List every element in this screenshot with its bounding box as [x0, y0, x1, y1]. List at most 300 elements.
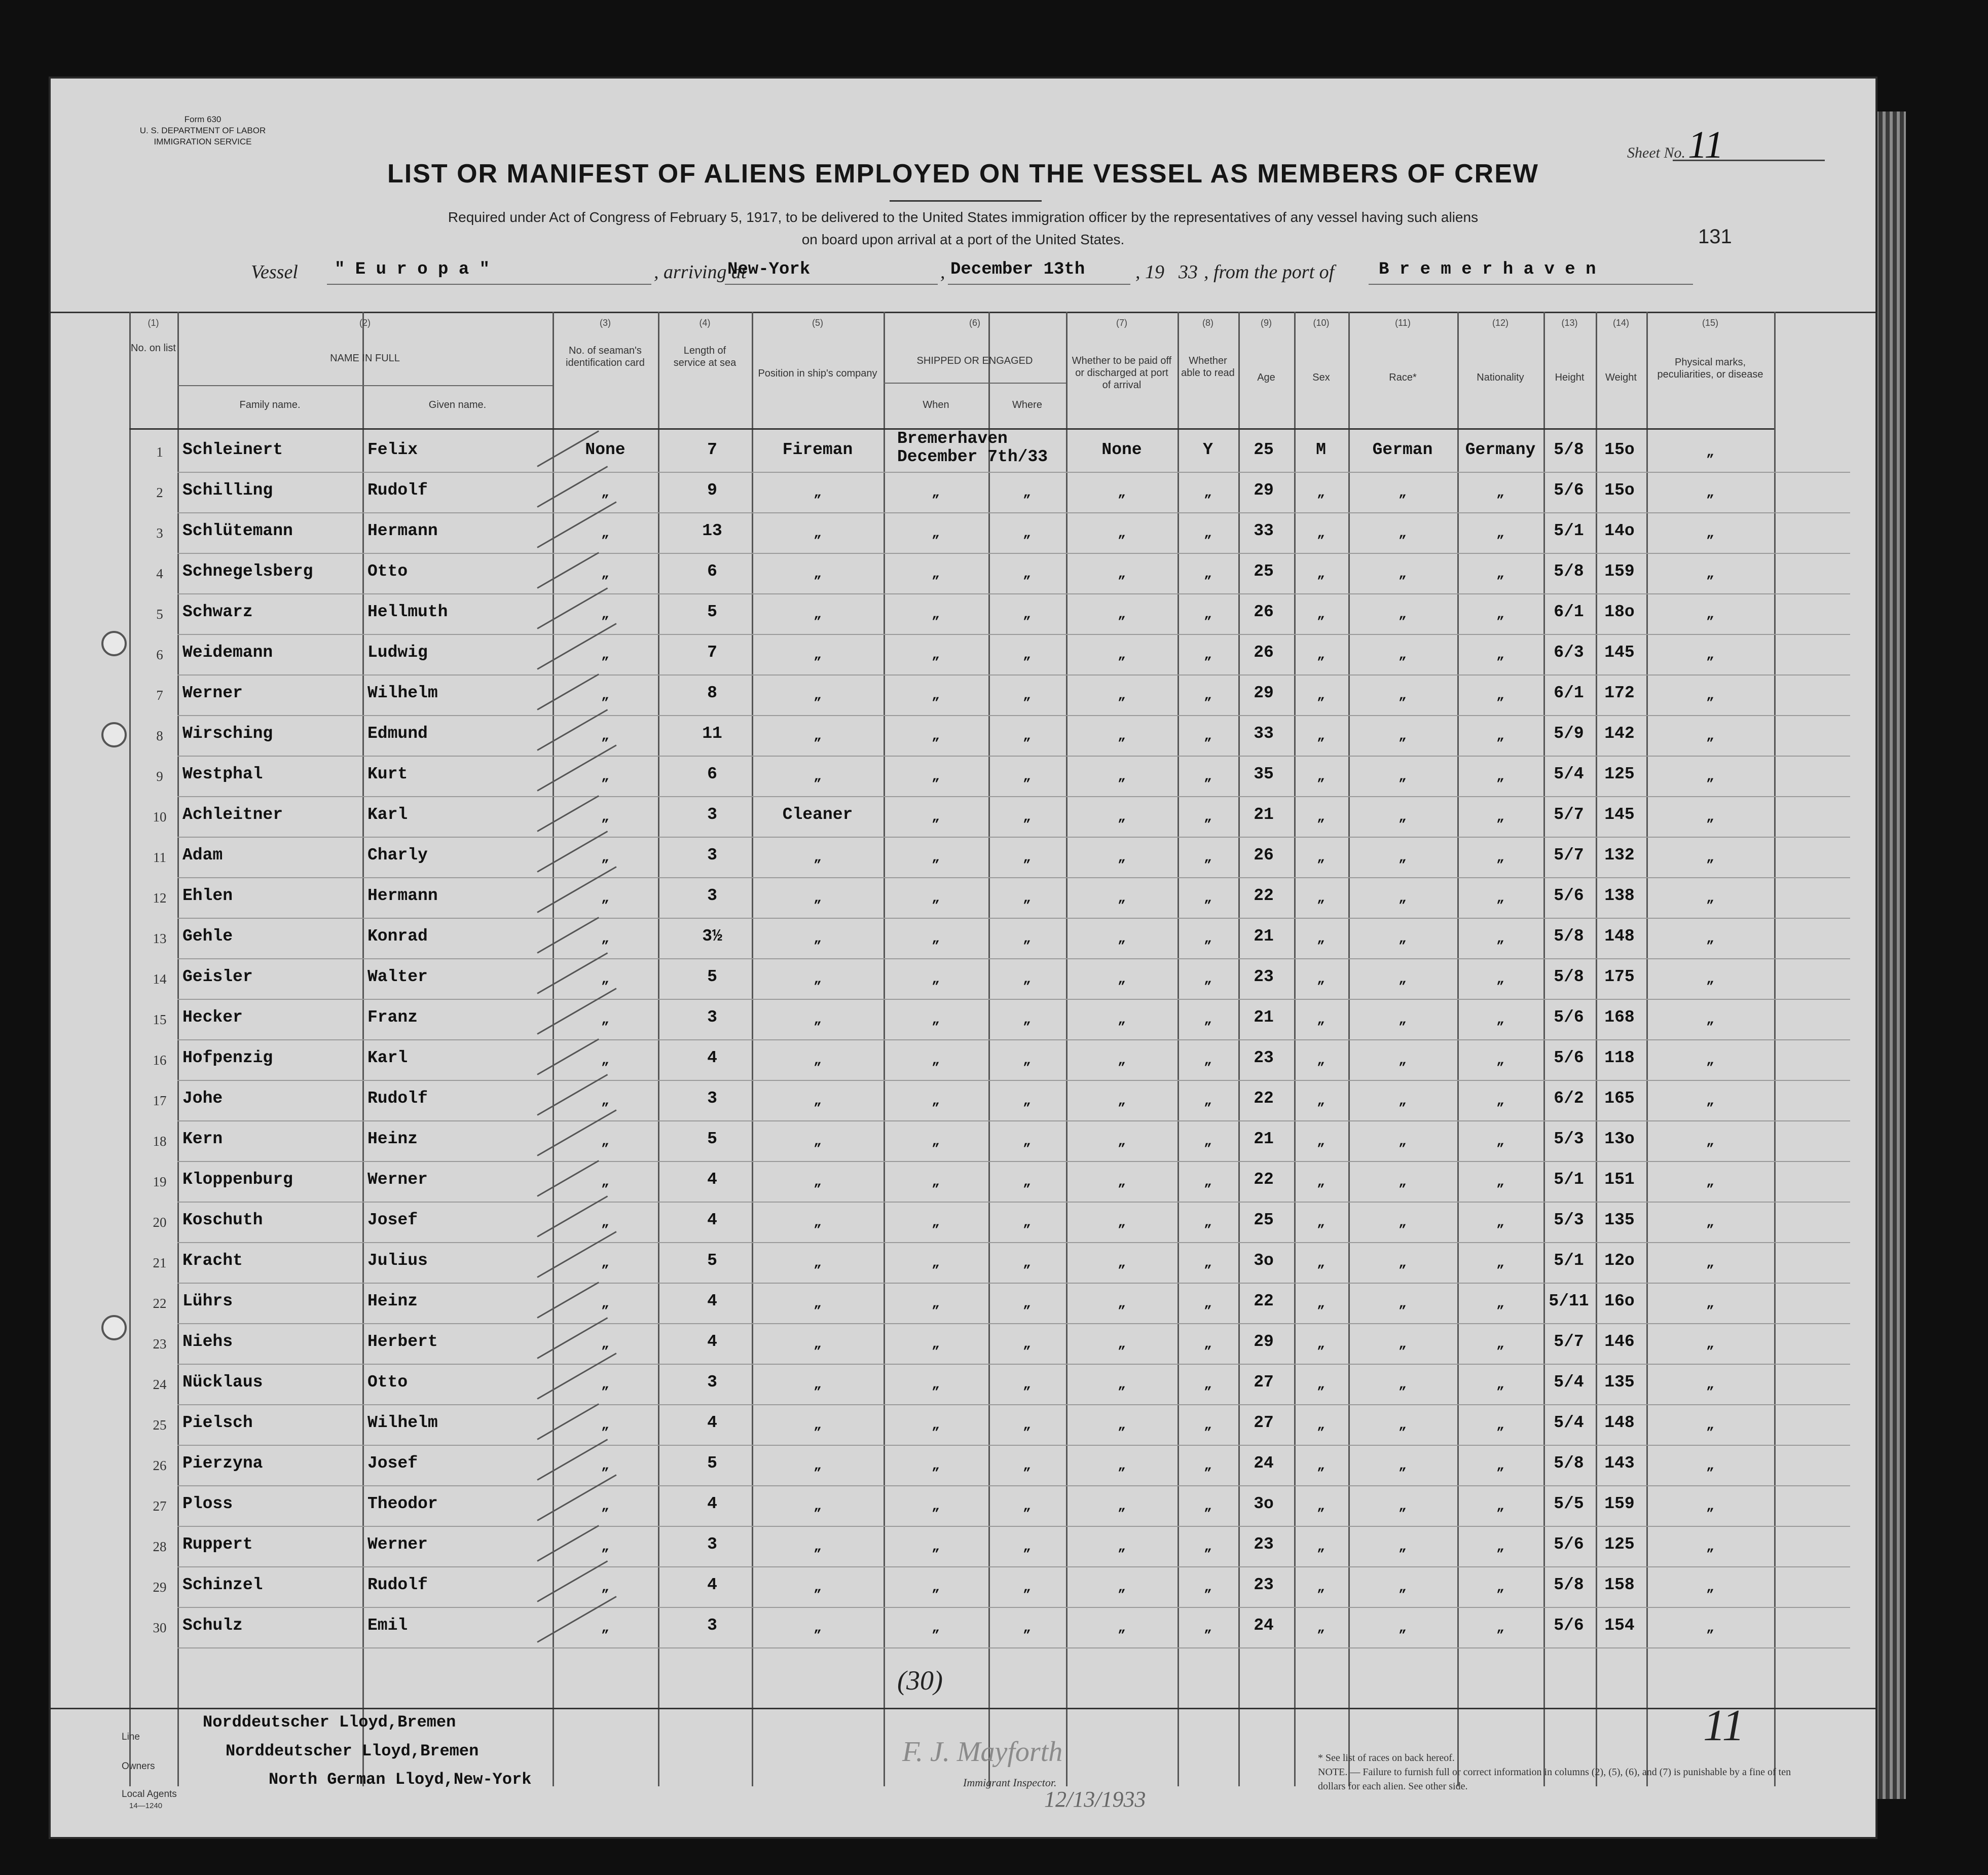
- service-years: 3: [707, 1008, 717, 1027]
- given-name: Josef: [367, 1454, 418, 1473]
- sex: „: [1317, 1174, 1325, 1189]
- nationality: „: [1496, 890, 1504, 906]
- age: 23: [1254, 967, 1274, 986]
- weight: 125: [1604, 1535, 1635, 1554]
- col-service-header: Length of service at sea: [673, 345, 737, 368]
- table-row: [51, 717, 1875, 757]
- nationality: „: [1496, 1336, 1504, 1352]
- able-to-read: „: [1204, 1215, 1212, 1230]
- sex: „: [1317, 1620, 1325, 1635]
- race: „: [1398, 1498, 1407, 1514]
- paid-off: „: [1118, 1093, 1126, 1108]
- row-number: 20: [153, 1215, 167, 1230]
- row-number: 19: [153, 1174, 167, 1189]
- family-name: Johe: [182, 1089, 223, 1108]
- family-name: Kracht: [182, 1251, 243, 1270]
- shipped-when: „: [932, 728, 940, 743]
- shipped-when: „: [932, 1093, 940, 1108]
- service-years: 4: [707, 1494, 717, 1513]
- given-name: Heinz: [367, 1292, 418, 1310]
- family-name: Schilling: [182, 481, 273, 500]
- ship-position: „: [814, 1580, 822, 1595]
- shipped-when: „: [932, 1215, 940, 1230]
- height: 5/8: [1554, 927, 1584, 946]
- inspector-signature: F. J. Mayforth: [902, 1736, 1063, 1768]
- sex: „: [1317, 1539, 1325, 1554]
- family-name: Weidemann: [182, 643, 273, 662]
- ship-position: „: [814, 1458, 822, 1473]
- height: 5/4: [1554, 1413, 1584, 1432]
- race: „: [1398, 769, 1407, 784]
- given-name: Hermann: [367, 521, 438, 540]
- family-name: Niehs: [182, 1332, 233, 1351]
- given-name: Emil: [367, 1616, 408, 1635]
- nationality: „: [1496, 526, 1504, 541]
- shipped-when: „: [932, 526, 940, 541]
- col-race-header: Race*: [1389, 372, 1417, 383]
- footnotes: [1318, 1751, 1805, 1793]
- col-height-header: Height: [1555, 372, 1585, 383]
- seaman-card: „: [601, 1620, 609, 1635]
- inspector-date: 12/13/1933: [1044, 1787, 1146, 1812]
- row-number: 25: [153, 1417, 167, 1433]
- nationality: „: [1496, 1215, 1504, 1230]
- col-card-header: No. of seaman's identification card: [566, 345, 645, 368]
- seaman-card: „: [601, 1053, 609, 1068]
- seaman-card: „: [601, 1134, 609, 1149]
- sex: „: [1317, 485, 1325, 500]
- shipped-where: „: [1023, 890, 1031, 906]
- nationality: „: [1496, 931, 1504, 946]
- race: „: [1398, 728, 1407, 743]
- table-row: [51, 555, 1875, 594]
- physical-marks: „: [1706, 607, 1714, 622]
- height: 5/11: [1549, 1292, 1589, 1310]
- weight: 132: [1604, 846, 1635, 865]
- ship-position: „: [814, 485, 822, 500]
- pencil-check-mark: [537, 917, 599, 954]
- shipped-where: „: [1023, 728, 1031, 743]
- physical-marks: „: [1706, 526, 1714, 541]
- service-years: 4: [707, 1211, 717, 1229]
- seaman-card: „: [601, 1336, 609, 1352]
- given-name: Otto: [367, 562, 408, 581]
- height: 6/3: [1554, 643, 1584, 662]
- sex: „: [1317, 1255, 1325, 1270]
- row-number: 24: [153, 1377, 167, 1392]
- service-years: 9: [707, 481, 717, 500]
- shipped-when: „: [932, 850, 940, 865]
- given-name: Felix: [367, 440, 418, 459]
- seaman-card: „: [601, 769, 609, 784]
- weight: 135: [1604, 1211, 1635, 1229]
- service: IMMIGRATION SERVICE: [154, 137, 252, 146]
- height: 5/1: [1554, 1251, 1584, 1270]
- age: 33: [1254, 724, 1274, 743]
- nationality: „: [1496, 1174, 1504, 1189]
- age: 26: [1254, 643, 1274, 662]
- ship-position: „: [814, 1134, 822, 1149]
- height: 5/7: [1554, 805, 1584, 824]
- table-row: [51, 636, 1875, 676]
- ship-position: „: [814, 1255, 822, 1270]
- race: „: [1398, 1417, 1407, 1433]
- height: 5/6: [1554, 1048, 1584, 1067]
- pencil-check-mark: [537, 1160, 599, 1197]
- able-to-read: „: [1204, 1580, 1212, 1595]
- physical-marks: „: [1706, 444, 1714, 460]
- ship-position: „: [814, 1012, 822, 1027]
- ship-position: „: [814, 1215, 822, 1230]
- family-name: Schnegelsberg: [182, 562, 313, 581]
- family-name: Schulz: [182, 1616, 243, 1635]
- family-name: Schinzel: [182, 1576, 263, 1594]
- physical-marks: „: [1706, 1012, 1714, 1027]
- able-to-read: „: [1204, 1377, 1212, 1392]
- weight: 168: [1604, 1008, 1635, 1027]
- family-name: Schwarz: [182, 603, 253, 621]
- physical-marks: „: [1706, 647, 1714, 662]
- sex: „: [1317, 1498, 1325, 1514]
- height: 5/3: [1554, 1130, 1584, 1148]
- paid-off: „: [1118, 1174, 1126, 1189]
- pencil-check-mark: [537, 1038, 599, 1075]
- row-number: 10: [153, 809, 167, 824]
- seaman-card: „: [601, 1539, 609, 1554]
- shipped-when: „: [932, 607, 940, 622]
- shipped-where: „: [1023, 1580, 1031, 1595]
- weight: 15o: [1604, 440, 1635, 459]
- service-years: 4: [707, 1048, 717, 1067]
- race: „: [1398, 688, 1407, 703]
- weight: 138: [1604, 886, 1635, 905]
- service-years: 4: [707, 1332, 717, 1351]
- race: „: [1398, 566, 1407, 581]
- age: 22: [1254, 1089, 1274, 1108]
- service-years: 4: [707, 1292, 717, 1310]
- family-name: Ruppert: [182, 1535, 253, 1554]
- height: 5/6: [1554, 1535, 1584, 1554]
- service-years: 4: [707, 1413, 717, 1432]
- physical-marks: „: [1706, 1417, 1714, 1433]
- race: „: [1398, 1336, 1407, 1352]
- weight: 151: [1604, 1170, 1635, 1189]
- shipped-where: „: [1023, 1336, 1031, 1352]
- sex: „: [1317, 526, 1325, 541]
- sex: „: [1317, 1580, 1325, 1595]
- paid-off: „: [1118, 526, 1126, 541]
- physical-marks: „: [1706, 1377, 1714, 1392]
- table-row: [51, 1041, 1875, 1081]
- weight: 148: [1604, 927, 1635, 946]
- able-to-read: „: [1204, 1134, 1212, 1149]
- shipped-where: „: [1023, 1498, 1031, 1514]
- paid-off: „: [1118, 1336, 1126, 1352]
- family-name: Ehlen: [182, 886, 233, 905]
- shipped-when: „: [932, 1012, 940, 1027]
- shipped-where: „: [1023, 971, 1031, 987]
- given-name: Hellmuth: [367, 603, 448, 621]
- service-years: 7: [707, 643, 717, 662]
- col-family-header: Family name.: [239, 399, 301, 410]
- seaman-card: „: [601, 688, 609, 703]
- table-row: [51, 474, 1875, 513]
- row-number: 21: [153, 1255, 167, 1270]
- row-number: 14: [153, 971, 167, 987]
- age: 26: [1254, 846, 1274, 865]
- age: 21: [1254, 805, 1274, 824]
- ship-position: „: [814, 1336, 822, 1352]
- row-number: 28: [153, 1539, 167, 1554]
- sex: „: [1317, 1417, 1325, 1433]
- shipped-where: „: [1023, 1539, 1031, 1554]
- family-name: Schlütemann: [182, 521, 293, 540]
- table-row: [51, 1528, 1875, 1567]
- row-number: 30: [153, 1620, 167, 1635]
- row-number: 9: [156, 769, 163, 784]
- nationality: „: [1496, 769, 1504, 784]
- able-to-read: „: [1204, 1053, 1212, 1068]
- height: 5/6: [1554, 1008, 1584, 1027]
- physical-marks: „: [1706, 1093, 1714, 1108]
- table-row: [51, 920, 1875, 959]
- paid-off: „: [1118, 1539, 1126, 1554]
- table-row: [51, 514, 1875, 554]
- physical-marks: „: [1706, 850, 1714, 865]
- physical-marks: „: [1706, 485, 1714, 500]
- vessel-name: " E u r o p a ": [335, 260, 490, 279]
- pencil-check-mark: [537, 673, 599, 710]
- physical-marks: „: [1706, 1296, 1714, 1311]
- agents-label: Local Agents: [122, 1789, 177, 1799]
- table-row: [51, 1001, 1875, 1040]
- race: „: [1398, 1296, 1407, 1311]
- physical-marks: „: [1706, 688, 1714, 703]
- ship-position: „: [814, 1174, 822, 1189]
- paid-off: „: [1118, 1296, 1126, 1311]
- form-identifier: [117, 114, 289, 147]
- height: 5/1: [1554, 1170, 1584, 1189]
- physical-marks: „: [1706, 1539, 1714, 1554]
- race: „: [1398, 1012, 1407, 1027]
- age: 25: [1254, 562, 1274, 581]
- weight: 143: [1604, 1454, 1635, 1473]
- given-name: Rudolf: [367, 1576, 428, 1594]
- service-years: 6: [707, 765, 717, 783]
- paid-off: „: [1118, 1215, 1126, 1230]
- height: 5/6: [1554, 886, 1584, 905]
- year-prefix: , 19: [1135, 261, 1164, 283]
- family-name: Gehle: [182, 927, 233, 946]
- seaman-card: „: [601, 566, 609, 581]
- given-name: Werner: [367, 1535, 428, 1554]
- col-given-header: Given name.: [428, 399, 487, 410]
- service-years: 11: [702, 724, 722, 743]
- able-to-read: „: [1204, 1417, 1212, 1433]
- weight: 145: [1604, 805, 1635, 824]
- shipped-where: „: [1023, 1255, 1031, 1270]
- weight: 118: [1604, 1048, 1635, 1067]
- height: 5/8: [1554, 967, 1584, 986]
- family-name: Pielsch: [182, 1413, 253, 1432]
- given-name: Charly: [367, 846, 428, 865]
- race: „: [1398, 607, 1407, 622]
- ship-position: „: [814, 1377, 822, 1392]
- service-years: 3½: [702, 927, 722, 946]
- row-number: 29: [153, 1580, 167, 1595]
- table-row: [51, 1163, 1875, 1203]
- nationality: „: [1496, 1498, 1504, 1514]
- service-years: 3: [707, 1089, 717, 1108]
- row-number: 4: [156, 566, 163, 581]
- age: 23: [1254, 1048, 1274, 1067]
- paid-off: „: [1118, 647, 1126, 662]
- paid-off: „: [1118, 1620, 1126, 1635]
- age: 21: [1254, 1008, 1274, 1027]
- able-to-read: „: [1204, 1336, 1212, 1352]
- owners-label: Owners: [122, 1761, 155, 1772]
- sex: „: [1317, 566, 1325, 581]
- weight: 16o: [1604, 1292, 1635, 1310]
- physical-marks: „: [1706, 1255, 1714, 1270]
- sex: „: [1317, 1377, 1325, 1392]
- ship-position: „: [814, 769, 822, 784]
- col-where-header: Where: [1012, 399, 1042, 410]
- table-row: [51, 1609, 1875, 1648]
- table-row: [51, 879, 1875, 919]
- age: 25: [1254, 1211, 1274, 1229]
- subtitle-line-1: Required under Act of Congress of February 5, 1917, to be delivered to the United States immigration officer by the representatives of any vessel having such aliens: [448, 209, 1479, 225]
- sex: „: [1317, 809, 1325, 824]
- shipped-where: „: [1023, 566, 1031, 581]
- table-row: [51, 1204, 1875, 1243]
- height: 5/4: [1554, 1373, 1584, 1392]
- weight: 159: [1604, 1494, 1635, 1513]
- paid-off: „: [1118, 1134, 1126, 1149]
- seaman-card: None: [585, 440, 625, 459]
- table-row: [51, 1406, 1875, 1446]
- given-name: Josef: [367, 1211, 418, 1229]
- service-years: 5: [707, 1251, 717, 1270]
- weight: 125: [1604, 765, 1635, 783]
- ship-position: „: [814, 890, 822, 906]
- given-name: Heinz: [367, 1130, 418, 1148]
- shipped-where: „: [1023, 1093, 1031, 1108]
- col-name-header: NAME IN FULL: [330, 353, 400, 364]
- able-to-read: „: [1204, 1620, 1212, 1635]
- shipped-where: „: [1023, 1377, 1031, 1392]
- paid-off: „: [1118, 688, 1126, 703]
- sex: „: [1317, 1458, 1325, 1473]
- table-row: [51, 1325, 1875, 1365]
- vessel-label: Vessel: [251, 261, 298, 283]
- shipped-when: „: [932, 1336, 940, 1352]
- shipped-when: „: [932, 1458, 940, 1473]
- table-row: [51, 758, 1875, 797]
- sex: „: [1317, 688, 1325, 703]
- ship-position: „: [814, 1093, 822, 1108]
- paid-off: None: [1101, 440, 1142, 459]
- given-name: Edmund: [367, 724, 428, 743]
- shipped-when: „: [932, 971, 940, 987]
- nationality: „: [1496, 728, 1504, 743]
- shipped-when: „: [932, 809, 940, 824]
- height: 5/5: [1554, 1494, 1584, 1513]
- family-name: Schleinert: [182, 440, 283, 459]
- shipped-where: „: [1023, 1134, 1031, 1149]
- shipped-date: December 7th/33: [897, 447, 1048, 466]
- physical-marks: „: [1706, 931, 1714, 946]
- race: „: [1398, 931, 1407, 946]
- pencil-check-mark: [537, 1403, 599, 1440]
- seaman-card: „: [601, 1012, 609, 1027]
- row-number: 3: [156, 526, 163, 541]
- family-name: Pierzyna: [182, 1454, 263, 1473]
- sheet-mark: 11: [1703, 1701, 1745, 1750]
- given-name: Herbert: [367, 1332, 438, 1351]
- physical-marks: „: [1706, 1580, 1714, 1595]
- shipped-when: „: [932, 1620, 940, 1635]
- paid-off: „: [1118, 1580, 1126, 1595]
- ship-position: „: [814, 1539, 822, 1554]
- seaman-card: „: [601, 971, 609, 987]
- col-when-header: When: [923, 399, 949, 410]
- family-name: Koschuth: [182, 1211, 263, 1229]
- seaman-card: „: [601, 1377, 609, 1392]
- family-name: Hofpenzig: [182, 1048, 273, 1067]
- able-to-read: „: [1204, 769, 1212, 784]
- shipped-where: „: [1023, 1215, 1031, 1230]
- physical-marks: „: [1706, 1498, 1714, 1514]
- shipped-when: „: [932, 1539, 940, 1554]
- weight: 165: [1604, 1089, 1635, 1108]
- age: 25: [1254, 440, 1274, 459]
- age: 24: [1254, 1616, 1274, 1635]
- nationality: „: [1496, 485, 1504, 500]
- paid-off: „: [1118, 607, 1126, 622]
- physical-marks: „: [1706, 1620, 1714, 1635]
- height: 5/8: [1554, 562, 1584, 581]
- nationality: „: [1496, 1620, 1504, 1635]
- col-age-header: Age: [1257, 372, 1275, 383]
- race: „: [1398, 526, 1407, 541]
- sheet-number: 11: [1688, 124, 1724, 166]
- row-number: 13: [153, 931, 167, 946]
- paid-off: „: [1118, 931, 1126, 946]
- nationality: „: [1496, 1012, 1504, 1027]
- arriving-label: , arriving at: [654, 261, 747, 283]
- shipped-where: „: [1023, 1620, 1031, 1635]
- age: 26: [1254, 603, 1274, 621]
- shipped-where: „: [1023, 688, 1031, 703]
- shipped-where: „: [1023, 850, 1031, 865]
- service-years: 3: [707, 1373, 717, 1392]
- row-number: 5: [156, 607, 163, 622]
- able-to-read: „: [1204, 1539, 1212, 1554]
- age: 24: [1254, 1454, 1274, 1473]
- sex: M: [1316, 440, 1326, 459]
- nationality: „: [1496, 607, 1504, 622]
- weight: 18o: [1604, 603, 1635, 621]
- row-number: 2: [156, 485, 163, 500]
- sex: „: [1317, 850, 1325, 865]
- sex: „: [1317, 890, 1325, 906]
- service-years: 3: [707, 805, 717, 824]
- pencil-check-mark: [537, 1282, 599, 1319]
- row-number: 1: [156, 444, 163, 460]
- nationality: „: [1496, 1580, 1504, 1595]
- family-name: Werner: [182, 684, 243, 702]
